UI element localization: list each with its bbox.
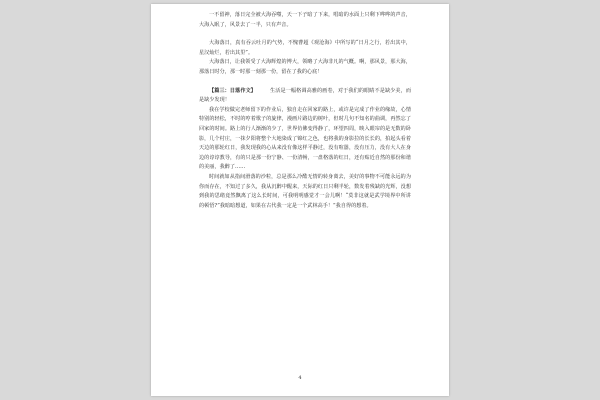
paragraph-2: 大海落日，真有吞云吐月的气势，不愧曹超《观沧海》中所写的“日月之行，若出其中，星汉灿烂，若出其里”。 bbox=[199, 40, 411, 56]
document-body bbox=[199, 11, 411, 211]
paragraph-1: 一不留神，落日完全被大海吞噬，天一下子暗了下来，唱暗的水面上只剩下哗哗的声音，大海入眠了，风景去了一半，只有声音。 bbox=[199, 12, 411, 28]
paragraph-4: 我在学校做完老师留下的作业后，独自走在回家的路上，或许是完成了作业的缘故，心情特别的轻松，不时的哼着歌子的旋律，漫画片路边的树叶，但时几句不知名的曲调，再然忘了回家的时间。路上的行人渐渐的少了，世界仿佛变得静了，环望四周，映入眼帘的是无数的卧影，几个村庄，一抹夕阳将整个大地染成了锦红之色，也将我的身影拉的长长的，拍起头看着天边的那轮红日，我发现我的心从来没有像这样平静过，没有喧嚣，没有压力，没有大人在身边的谆谆教导，有的只是那一份宁静、一份清畅，一盘格落的红日，还有贴近自然的那份和谐的美丽，我醉了…… bbox=[199, 106, 411, 171]
paragraph-3: 大海落日，让我领受了大海辉煌的博大，领略了大海非凡的气概。啊，那风景，那大海，那落日时分，那一时那一刻那一份，留在了我的心底！ bbox=[199, 59, 411, 75]
section-intro: 生活是一幅格调高雅的画卷，对于我们的眼睛不是缺少美，而是缺少发现！ bbox=[199, 87, 412, 104]
section-heading-line bbox=[199, 87, 411, 106]
paragraph-5: 时间就如从指间滑落的沙粒，总是那么冷酷无情的转身离去，美好的事物不可能永远的为你而存在，不知过了多久，我从沉醉中醒来，天际的红日只剩半轮，数发着残缺的光辉，没想到我的思绪竟然飘离了这么长时间，可我明明感觉才一会儿啊！“莫非这就是武学境界中所讲的顿悟?”我暗暗想道，如果在古代我一定是一个武林高手！”我自得的想着。 bbox=[199, 173, 411, 209]
section-heading: 【篇三：日落作文】 bbox=[209, 87, 257, 94]
document-page bbox=[151, 4, 449, 396]
page-number: 4 bbox=[298, 375, 302, 381]
